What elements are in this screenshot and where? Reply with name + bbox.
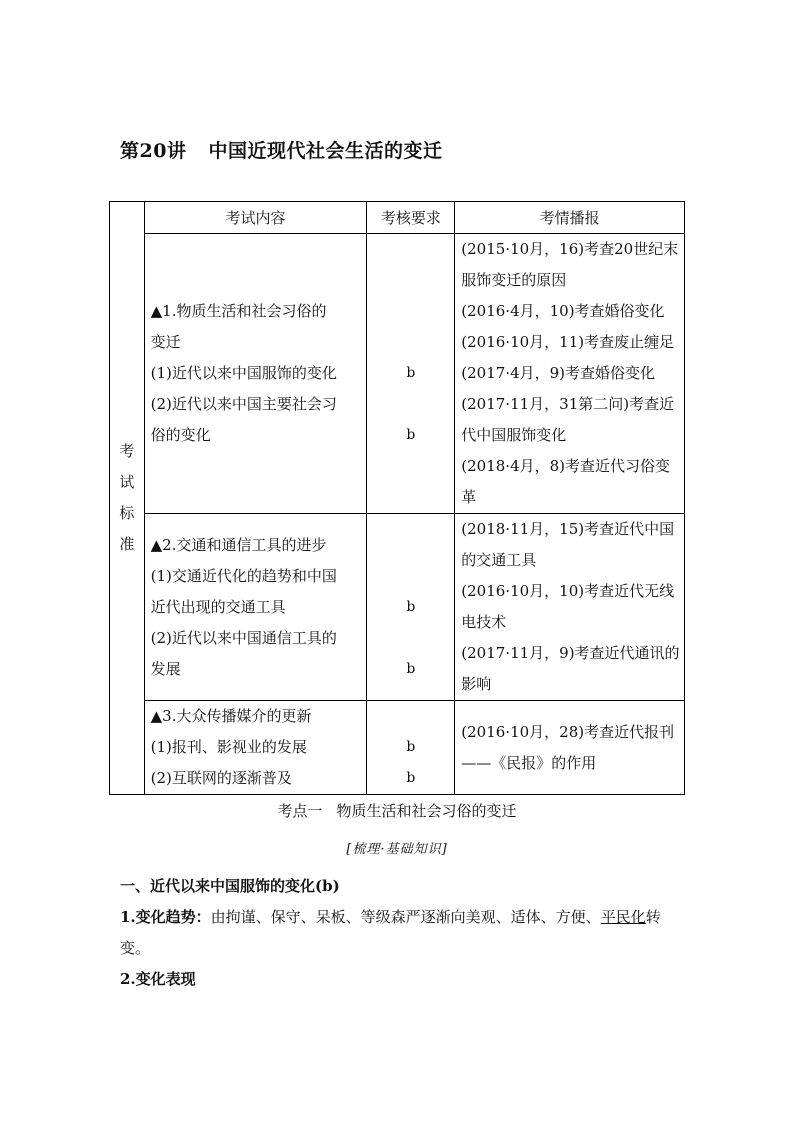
exam-info-line: (2015·10月，16)考查20世纪末 xyxy=(461,240,679,258)
exam-info-line: (2016·10月，28)考查近代报刊 xyxy=(461,722,675,741)
trend-underlined: 平民化 xyxy=(600,908,646,926)
header-requirement: 考核要求 xyxy=(367,202,455,234)
content-line: ▲3.大众传播媒介的更新 xyxy=(150,707,312,725)
section-name: 物质生活和社会习俗的变迁 xyxy=(336,802,517,820)
trend-lead: 1.变化趋势： xyxy=(120,908,211,926)
section-title xyxy=(0,800,794,821)
header-content: 考试内容 xyxy=(144,202,367,234)
lesson-name: 中国近现代社会生活的变迁 xyxy=(208,140,443,162)
content-line: (2)近代以来中国主要社会习 xyxy=(150,395,337,413)
exam-info-line: 的交通工具 xyxy=(461,551,537,569)
exam-info-cell xyxy=(455,234,685,514)
content-line: 变迁 xyxy=(150,333,181,351)
requirement-line: b xyxy=(406,739,416,755)
requirement-line xyxy=(367,701,454,732)
content-line: (1)近代以来中国服饰的变化 xyxy=(150,364,337,382)
content-line: (2)互联网的逐渐普及 xyxy=(150,769,292,787)
side-label-char: 准 xyxy=(119,535,135,553)
requirement-line xyxy=(367,530,454,561)
content-cell xyxy=(144,514,367,701)
paragraph-trend xyxy=(120,902,685,964)
content-line: 近代出现的交通工具 xyxy=(150,597,286,616)
exam-info-line: 电技术 xyxy=(461,613,507,631)
exam-info-line: (2016·10月，11)考查废止缠足 xyxy=(461,333,675,351)
table-row xyxy=(110,234,685,514)
exam-info-cell xyxy=(455,514,685,701)
exam-info-line: (2017·11月，31第二问)考查近 xyxy=(461,395,675,413)
table-header-row xyxy=(110,202,685,234)
exam-info-line: (2016·4月，10)考查婚俗变化 xyxy=(461,302,665,320)
trend-tail: 转变。 xyxy=(120,908,661,957)
requirement-line xyxy=(367,389,454,420)
exam-info-line: (2017·4月，9)考查婚俗变化 xyxy=(461,364,656,382)
exam-info-line: ——《民报》的作用 xyxy=(461,753,597,772)
trend-text: 由拘谨、保守、呆板、等级森严逐渐向美观、适体、方便、 xyxy=(210,908,601,926)
requirement-cell xyxy=(367,514,455,701)
requirement-line: b xyxy=(406,598,416,615)
heading-clothing-change: 一、近代以来中国服饰的变化(b) xyxy=(120,877,340,895)
content-line: (2)近代以来中国通信工具的 xyxy=(150,628,337,647)
requirement-line xyxy=(367,561,454,592)
requirement-cell xyxy=(367,234,455,514)
exam-standards-table xyxy=(109,201,685,795)
requirement-line: b xyxy=(406,660,416,677)
requirement-line xyxy=(367,296,454,327)
exam-info-line: (2017·11月，9)考查近代通讯的 xyxy=(461,644,680,662)
header-exam-info: 考情播报 xyxy=(455,202,685,234)
content-line: ▲1.物质生活和社会习俗的 xyxy=(150,302,327,320)
requirement-line: b xyxy=(406,770,416,786)
requirement-line: b xyxy=(406,365,416,381)
content-line: (1)交通近代化的趋势和中国 xyxy=(150,566,337,585)
side-label-cell xyxy=(110,202,145,795)
requirement-line xyxy=(367,623,454,654)
content-line: ▲2.交通和通信工具的进步 xyxy=(150,535,327,554)
content-line: (1)报刊、影视业的发展 xyxy=(150,738,307,756)
requirement-cell xyxy=(367,701,455,795)
table-row xyxy=(110,701,685,795)
content-cell xyxy=(144,234,367,514)
table-row xyxy=(110,514,685,701)
exam-info-line: 革 xyxy=(461,488,477,506)
content-cell xyxy=(144,701,367,795)
side-label-char: 标 xyxy=(119,504,135,522)
requirement-line xyxy=(367,327,454,358)
lesson-title xyxy=(120,136,442,163)
side-label-char: 考 xyxy=(119,442,135,460)
content-line: 发展 xyxy=(150,659,181,678)
heading-change-manifestation: 2.变化表现 xyxy=(120,970,196,988)
content-line: 俗的变化 xyxy=(150,426,211,444)
exam-info-line: (2018·11月，15)考查近代中国 xyxy=(461,520,675,538)
side-label-char: 试 xyxy=(119,473,135,491)
exam-info-line: 影响 xyxy=(461,675,492,693)
exam-info-cell xyxy=(455,701,685,795)
section-number: 考点一 xyxy=(277,802,323,820)
section-tag: [梳理·基础知识] xyxy=(346,842,448,857)
exam-info-line: (2016·10月，10)考查近代无线 xyxy=(461,582,675,600)
lesson-number: 第20讲 xyxy=(120,140,187,162)
exam-info-line: 服饰变迁的原因 xyxy=(461,271,567,289)
exam-info-line: 代中国服饰变化 xyxy=(461,426,567,444)
requirement-line: b xyxy=(406,427,416,443)
exam-info-line: (2018·4月，8)考查近代习俗变 xyxy=(461,457,671,475)
